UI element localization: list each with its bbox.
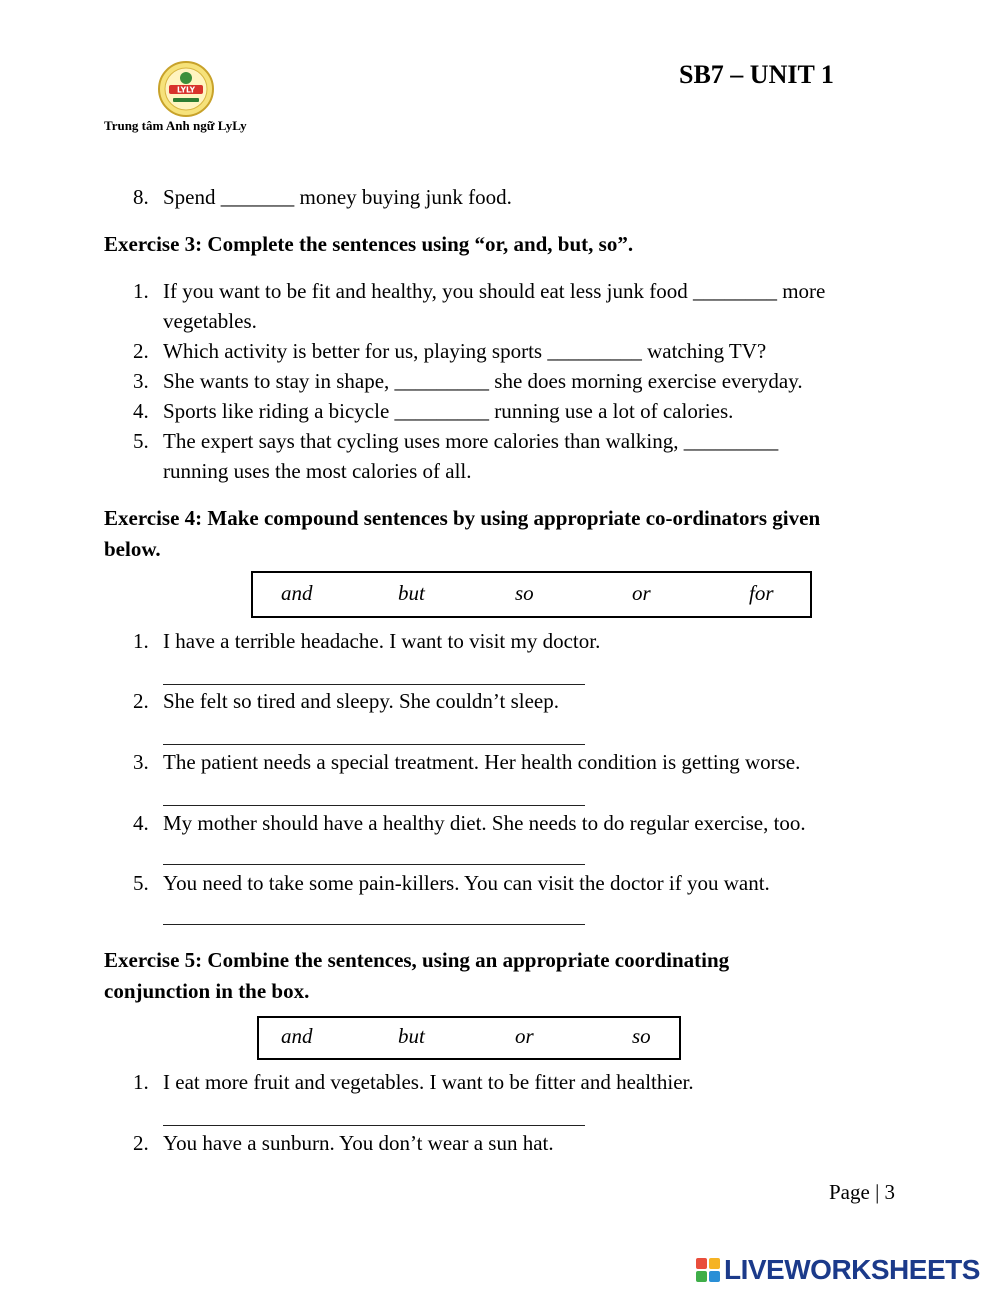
brand-block: [709, 1258, 720, 1269]
item-text: Sports like riding a bicycle _________ running use a lot of calories.: [163, 399, 734, 423]
item-text: If you want to be fit and healthy, you should eat less junk food ________ more: [163, 279, 826, 303]
item-text: I have a terrible headache. I want to visit my doctor.: [163, 629, 601, 653]
item-number: 1.: [133, 629, 149, 653]
unit-title: SB7 – UNIT 1: [679, 60, 834, 89]
answer-line[interactable]: [163, 744, 585, 745]
item-text: She felt so tired and sleepy. She couldn’t sleep.: [163, 689, 559, 713]
word-box-item: and: [281, 1024, 313, 1048]
exercise3-item-2: [0, 339, 1000, 369]
item-number: 2.: [133, 339, 149, 363]
word-box-item: but: [398, 581, 425, 605]
item-number: 2.: [133, 1131, 149, 1155]
item-text: I eat more fruit and vegetables. I want to be fitter and healthier.: [163, 1070, 694, 1094]
brand-name: LIVEWORKSHEETS: [724, 1254, 980, 1285]
exercise3-item-1: [0, 279, 1000, 339]
exercise4-item-3: [0, 750, 1000, 810]
exercise4-item-2: [0, 689, 1000, 749]
item-number: 2.: [133, 689, 149, 713]
exercise3-item-3: [0, 369, 1000, 399]
exercise5-item-1: [0, 1070, 1000, 1130]
answer-line[interactable]: [163, 684, 585, 685]
word-box-item: but: [398, 1024, 425, 1048]
word-box-item: or: [632, 581, 651, 605]
item-text: She wants to stay in shape, _________ she does morning exercise everyday.: [163, 369, 803, 393]
brand-block: [696, 1271, 707, 1282]
exercise3-heading: Exercise 3: Complete the sentences using “or, and, but, so”.: [104, 232, 634, 256]
item-text: You have a sunburn. You don’t wear a sun hat.: [163, 1131, 554, 1155]
item-number: 4.: [133, 811, 149, 835]
exercise4-heading-continued: below.: [104, 537, 161, 561]
exercise4-item-5: [0, 871, 1000, 931]
answer-line[interactable]: [163, 864, 585, 865]
answer-line[interactable]: [163, 805, 585, 806]
exercise3-item-4: [0, 399, 1000, 429]
exercise3-item-5: [0, 429, 1000, 489]
exercise4-item-4: [0, 811, 1000, 871]
word-box-item: or: [515, 1024, 534, 1048]
item-text: My mother should have a healthy diet. She needs to do regular exercise, too.: [163, 811, 806, 835]
item-number: 1.: [133, 279, 149, 303]
exercise5-heading: Exercise 5: Combine the sentences, using an appropriate coordinating: [104, 948, 730, 972]
item-text: You need to take some pain-killers. You can visit the doctor if you want.: [163, 871, 770, 895]
word-box-item: so: [632, 1024, 651, 1048]
answer-line[interactable]: [163, 924, 585, 925]
item-text: Spend _______ money buying junk food.: [163, 185, 512, 209]
item-text-continued: vegetables.: [163, 309, 257, 333]
item-text: The expert says that cycling uses more calories than walking, _________: [163, 429, 779, 453]
exercise4-heading: Exercise 4: Make compound sentences by using appropriate co-ordinators given: [104, 506, 821, 530]
word-box-item: and: [281, 581, 313, 605]
exercise2-item-8: [0, 185, 1000, 213]
liveworksheets-logo: [696, 1253, 980, 1287]
exercise5-word-box: [257, 1016, 681, 1060]
brand-block: [696, 1258, 707, 1269]
brand-block: [709, 1271, 720, 1282]
item-number: 4.: [133, 399, 149, 423]
exercise4-item-1: [0, 629, 1000, 689]
item-text-continued: running uses the most calories of all.: [163, 459, 472, 483]
answer-line[interactable]: [163, 1125, 585, 1126]
exercise5-item-2: [0, 1131, 1000, 1161]
item-text: The patient needs a special treatment. Her health condition is getting worse.: [163, 750, 801, 774]
word-box-item: for: [749, 581, 774, 605]
item-number: 5.: [133, 871, 149, 895]
item-number: 3.: [133, 369, 149, 393]
svg-text:LYLY: LYLY: [176, 85, 196, 95]
item-number: 1.: [133, 1070, 149, 1094]
item-number: 3.: [133, 750, 149, 774]
exercise5-heading-continued: conjunction in the box.: [104, 979, 310, 1003]
item-number: 8.: [133, 185, 149, 209]
center-name: Trung tâm Anh ngữ LyLy: [104, 118, 247, 133]
exercise4-word-box: [251, 571, 812, 618]
center-logo: [157, 60, 215, 118]
item-number: 5.: [133, 429, 149, 453]
item-text: Which activity is better for us, playing sports _________ watching TV?: [163, 339, 767, 363]
page-number: Page | 3: [829, 1180, 896, 1204]
brand-blocks-icon: [696, 1258, 720, 1282]
word-box-item: so: [515, 581, 534, 605]
